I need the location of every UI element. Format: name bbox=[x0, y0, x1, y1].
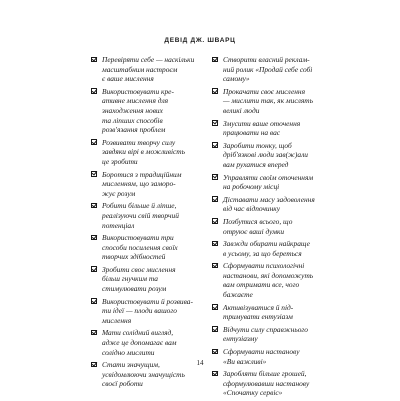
checklist-item bbox=[212, 195, 326, 214]
checklist-item-text: стимулювати розум bbox=[102, 284, 167, 294]
checklist-item-text: вам отримати все, чого bbox=[223, 280, 300, 290]
checklist-item-text: Відчути силу справжнього bbox=[223, 324, 308, 334]
checklist-item-text: отруює ваші думки bbox=[223, 226, 285, 236]
checklist-item-text: вам рухатися вперед bbox=[223, 159, 289, 169]
checklist-item-text: Розвивати творчу силу bbox=[102, 137, 176, 147]
checked-box-icon bbox=[212, 174, 218, 180]
checklist-item bbox=[91, 138, 203, 167]
checklist-item-text: Створити власний реклам- bbox=[223, 55, 310, 64]
checklist-item bbox=[212, 55, 326, 84]
checklist-item-text: творчих здібностей bbox=[102, 252, 166, 262]
checklist-item-text: реалізуючи свій творчий bbox=[102, 210, 179, 220]
checklist-item-text: ний ролик «Продай себе собі bbox=[223, 64, 313, 74]
checklist-item-text: дріб'язкові люди зав(ж)али bbox=[223, 150, 308, 160]
checked-box-icon bbox=[91, 235, 97, 241]
checklist-item-text: завдяки вірі в можливість bbox=[102, 147, 185, 157]
checklist-item bbox=[91, 87, 203, 135]
checklist-item-text: тримувати ентузіазм bbox=[223, 312, 293, 322]
checked-box-icon bbox=[91, 298, 97, 304]
checked-box-icon bbox=[212, 326, 218, 332]
checklist-item-text: своєї роботи bbox=[102, 379, 143, 389]
checked-box-icon bbox=[212, 349, 218, 355]
checked-box-icon bbox=[212, 57, 218, 63]
checklist-item-text: самому» bbox=[223, 74, 250, 84]
checked-box-icon bbox=[212, 196, 218, 202]
checklist-item-text: ативне мислення для bbox=[102, 96, 169, 106]
running-header: ДЕВІД ДЖ. ШВАРЦ bbox=[164, 37, 236, 44]
checklist-item-text: в усьому, за що береться bbox=[223, 248, 302, 258]
checked-box-icon bbox=[91, 266, 97, 272]
checklist-right-column bbox=[212, 55, 326, 401]
checked-box-icon bbox=[212, 371, 218, 377]
checked-box-icon bbox=[212, 218, 218, 224]
checklist-item-text: Перевіряти себе — наскільки bbox=[102, 55, 195, 64]
checked-box-icon bbox=[212, 304, 218, 310]
checked-box-icon bbox=[212, 263, 218, 269]
checklist-item-text: адже це допомагає вам bbox=[102, 338, 177, 348]
checklist-item-text: Заробити тонку, щоб bbox=[223, 140, 292, 150]
checklist-item-text: Зробити своє мислення bbox=[102, 264, 176, 274]
checklist-item bbox=[91, 170, 203, 199]
checklist-item-text: Використовувати кре- bbox=[102, 86, 174, 96]
checklist-item-text: Прокачати своє мислення bbox=[223, 86, 306, 96]
checked-box-icon bbox=[91, 88, 97, 94]
checklist-item-text: Мати солідний вигляд, bbox=[102, 328, 174, 338]
checklist-item-text: є ваше мислення bbox=[102, 74, 154, 84]
checklist-item bbox=[212, 141, 326, 170]
checklist-item-text: та ліпших способів bbox=[102, 115, 163, 125]
checklist-item-text: солідно мислити bbox=[102, 347, 155, 357]
checklist-item-text: потенціал bbox=[102, 220, 135, 230]
checklist-item-text: усвідомлюючи значущість bbox=[102, 369, 185, 379]
checklist-item bbox=[212, 87, 326, 116]
checklist-item-text: на робочому місці bbox=[223, 182, 280, 192]
checklist-item-text: великі люди bbox=[223, 105, 260, 115]
checklist-item-text: працювати на вас bbox=[223, 128, 281, 138]
checked-box-icon bbox=[91, 330, 97, 336]
checklist-item bbox=[212, 173, 326, 192]
page-number: 14 bbox=[196, 359, 204, 367]
checked-box-icon bbox=[91, 139, 97, 145]
checklist-item bbox=[91, 201, 203, 230]
checklist-item-text: від час відпочинку bbox=[223, 204, 281, 214]
checklist-item-text: Сформувати психологічні bbox=[223, 261, 305, 271]
checklist-item-text: масштабним настроєм bbox=[102, 64, 178, 74]
checklist-item-text: Активізуватися й під- bbox=[223, 302, 294, 312]
checklist-item-text: Завжди обирати найкраще bbox=[223, 239, 310, 249]
checklist-item bbox=[91, 328, 203, 357]
checklist-item-text: Боротися з традиційним bbox=[102, 169, 182, 179]
checked-box-icon bbox=[91, 57, 97, 63]
checklist-item bbox=[91, 297, 203, 326]
checklist-item bbox=[212, 325, 326, 344]
checklist-item-text: розв'язання проблем bbox=[102, 125, 166, 135]
checklist-item-text: настанови, які допоможуть bbox=[223, 270, 314, 280]
checklist-item-text: Робити більше й ліпше, bbox=[102, 201, 177, 211]
checklist-item-text: бажаєте bbox=[223, 290, 253, 300]
checklist-item-text: Стати значущим, bbox=[102, 360, 160, 370]
checklist-item-text: більш гнучким та bbox=[102, 274, 158, 284]
checked-box-icon bbox=[212, 241, 218, 247]
checklist-item-text: ти ідеї — плоди вашого bbox=[102, 306, 177, 316]
checklist-item-text: Сформувати настанову bbox=[223, 347, 300, 357]
checklist-item-text: знаходження нових bbox=[102, 105, 163, 115]
checklist-item-text: способи посилення своїх bbox=[102, 242, 178, 252]
checklist-item-text: Змусити ваше оточення bbox=[223, 118, 301, 128]
checked-box-icon bbox=[212, 120, 218, 126]
checked-box-icon bbox=[212, 88, 218, 94]
checklist-item-text: мисленням, що заморо- bbox=[102, 179, 176, 189]
checklist-item-text: ентузіазму bbox=[223, 334, 258, 344]
checklist-item bbox=[212, 119, 326, 138]
checklist-item bbox=[91, 55, 203, 84]
checklist-item-text: Заробляти більше грошей, bbox=[223, 369, 307, 379]
checklist-item-text: мислення bbox=[102, 315, 132, 325]
checklist-item-text: Діставати масу задоволення bbox=[223, 194, 315, 204]
checklist-item-text: це зробити bbox=[102, 156, 138, 166]
checklist-item-text: — мислити так, як мислять bbox=[223, 96, 313, 106]
checked-box-icon bbox=[91, 171, 97, 177]
checklist-item-text: жує розум bbox=[102, 188, 136, 198]
checklist-item-text: Використовувати три bbox=[102, 233, 174, 243]
checklist-item bbox=[212, 303, 326, 322]
checklist-item bbox=[212, 369, 326, 398]
checked-box-icon bbox=[212, 142, 218, 148]
checklist-item bbox=[212, 239, 326, 258]
checklist-item bbox=[212, 217, 326, 236]
checklist-item-text: Позбутися всього, що bbox=[223, 216, 293, 226]
checklist-item-text: сформулювавши настанову bbox=[223, 378, 310, 388]
checklist-item-text: Використовувати й розвива- bbox=[102, 296, 193, 306]
checklist-item-text: «Ви важливі» bbox=[223, 356, 267, 366]
checklist-item-text: Управляти своїм оточенням bbox=[223, 172, 314, 182]
checklist-item-text: «Спочатку сервіс» bbox=[223, 388, 283, 398]
checklist-item bbox=[212, 261, 326, 299]
checked-box-icon bbox=[91, 203, 97, 209]
checklist-item bbox=[91, 233, 203, 262]
checklist-item bbox=[91, 265, 203, 294]
checklist-left-column bbox=[91, 55, 203, 392]
